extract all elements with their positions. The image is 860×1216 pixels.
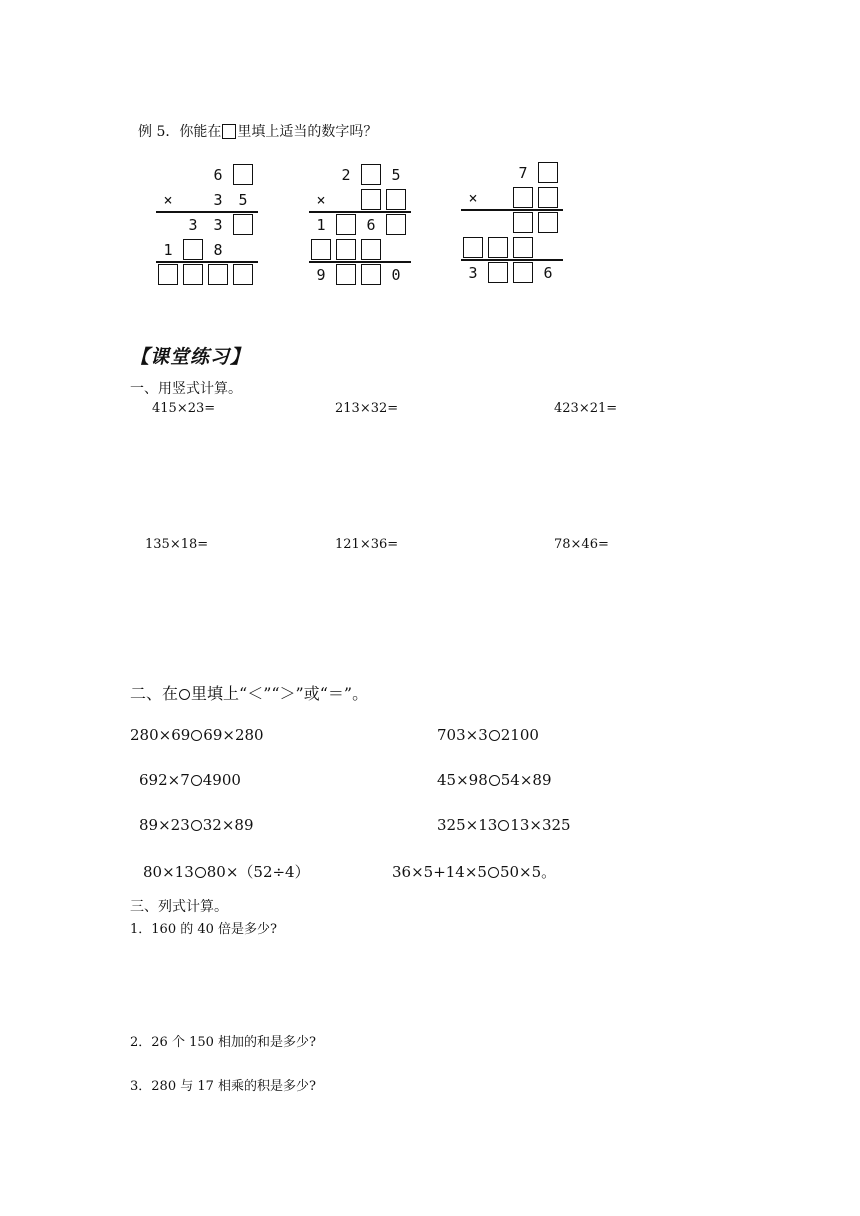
rule-line bbox=[461, 259, 563, 261]
compare-right: 4900 bbox=[202, 771, 241, 789]
compare-left: 325×13 bbox=[437, 816, 498, 834]
compare-item-5 bbox=[139, 816, 254, 834]
compare-left: 703×3 bbox=[437, 726, 488, 744]
question-3: 3．280 与 17 相乘的积是多少? bbox=[130, 1079, 316, 1094]
blank-box[interactable] bbox=[336, 214, 356, 235]
blank-box[interactable] bbox=[361, 239, 381, 260]
compare-left: 692×7 bbox=[139, 771, 190, 789]
circle-icon[interactable] bbox=[191, 730, 202, 741]
practice-heading: 【课堂练习】 bbox=[130, 346, 251, 368]
times-sign: × bbox=[163, 191, 173, 209]
compare-left: 89×23 bbox=[139, 816, 190, 834]
blank-box[interactable] bbox=[513, 187, 533, 208]
blank-box[interactable] bbox=[158, 264, 178, 285]
circle-icon[interactable] bbox=[489, 730, 500, 741]
compare-item-1 bbox=[130, 726, 264, 744]
compare-right: 80×（52÷4） bbox=[206, 863, 310, 881]
digit: 3 bbox=[188, 216, 198, 234]
digit: 6 bbox=[213, 166, 223, 184]
digit: 6 bbox=[366, 216, 376, 234]
problem-4: 135×18= bbox=[145, 537, 209, 552]
section3-title: 三、列式计算。 bbox=[130, 899, 228, 915]
compare-right: 13×325 bbox=[510, 816, 571, 834]
compare-left: 80×13 bbox=[143, 863, 194, 881]
blank-box[interactable] bbox=[538, 212, 558, 233]
example-title bbox=[138, 121, 377, 141]
blank-box[interactable] bbox=[233, 264, 253, 285]
blank-box[interactable] bbox=[233, 164, 253, 185]
digit: 0 bbox=[391, 266, 401, 284]
circle-icon[interactable] bbox=[498, 820, 509, 831]
rule-line bbox=[156, 261, 258, 263]
compare-left: 45×98 bbox=[437, 771, 488, 789]
circle-icon[interactable] bbox=[191, 820, 202, 831]
blank-box[interactable] bbox=[386, 189, 406, 210]
times-sign: × bbox=[316, 191, 326, 209]
problem-3: 423×21= bbox=[554, 401, 618, 416]
blank-box[interactable] bbox=[538, 162, 558, 183]
problem-5: 121×36= bbox=[335, 537, 399, 552]
compare-item-6 bbox=[437, 816, 571, 834]
blank-box[interactable] bbox=[361, 164, 381, 185]
blank-box[interactable] bbox=[463, 237, 483, 258]
circle-icon[interactable] bbox=[488, 867, 499, 878]
puzzle-3 bbox=[463, 162, 573, 302]
rule-line bbox=[309, 261, 411, 263]
compare-left: 280×69 bbox=[130, 726, 191, 744]
problem-2: 213×32= bbox=[335, 401, 399, 416]
compare-item-7 bbox=[143, 861, 310, 882]
blank-box[interactable] bbox=[336, 264, 356, 285]
blank-box[interactable] bbox=[513, 212, 533, 233]
section1-title: 一、用竖式计算。 bbox=[130, 381, 242, 397]
digit: 5 bbox=[238, 191, 248, 209]
puzzle-1 bbox=[158, 164, 268, 304]
times-sign: × bbox=[468, 189, 478, 207]
compare-right: 32×89 bbox=[202, 816, 254, 834]
section2-title bbox=[130, 681, 368, 704]
blank-box[interactable] bbox=[233, 214, 253, 235]
compare-item-3 bbox=[139, 771, 241, 789]
digit: 1 bbox=[163, 241, 173, 259]
blank-box[interactable] bbox=[183, 239, 203, 260]
rule-line bbox=[461, 209, 563, 211]
question-2: 2．26 个 150 相加的和是多少? bbox=[130, 1035, 316, 1050]
blank-box-icon bbox=[222, 124, 236, 139]
digit: 2 bbox=[341, 166, 351, 184]
blank-box[interactable] bbox=[183, 264, 203, 285]
digit: 1 bbox=[316, 216, 326, 234]
digit: 9 bbox=[316, 266, 326, 284]
blank-box[interactable] bbox=[386, 214, 406, 235]
blank-box[interactable] bbox=[488, 262, 508, 283]
digit: 3 bbox=[213, 191, 223, 209]
compare-right: 2100 bbox=[500, 726, 539, 744]
example-prefix: 例 5．你能在 bbox=[138, 124, 222, 140]
circle-icon bbox=[179, 689, 190, 700]
compare-right: 69×280 bbox=[203, 726, 264, 744]
circle-icon[interactable] bbox=[191, 775, 202, 786]
circle-icon[interactable] bbox=[489, 775, 500, 786]
compare-item-4 bbox=[437, 771, 552, 789]
section2-title-suffix: 里填上“＜”“＞”或“＝”。 bbox=[191, 684, 369, 703]
digit: 7 bbox=[518, 164, 528, 182]
rule-line bbox=[309, 211, 411, 213]
puzzle-2 bbox=[311, 164, 421, 304]
blank-box[interactable] bbox=[513, 262, 533, 283]
blank-box[interactable] bbox=[488, 237, 508, 258]
blank-box[interactable] bbox=[538, 187, 558, 208]
blank-box[interactable] bbox=[311, 239, 331, 260]
compare-left: 36×5+14×5 bbox=[392, 863, 487, 881]
digit: 3 bbox=[213, 216, 223, 234]
blank-box[interactable] bbox=[336, 239, 356, 260]
compare-item-2 bbox=[437, 726, 539, 744]
blank-box[interactable] bbox=[513, 237, 533, 258]
blank-box[interactable] bbox=[208, 264, 228, 285]
compare-item-8 bbox=[392, 861, 556, 882]
digit: 8 bbox=[213, 241, 223, 259]
compare-right: 54×89 bbox=[500, 771, 552, 789]
compare-right: 50×5。 bbox=[499, 863, 557, 881]
circle-icon[interactable] bbox=[195, 867, 206, 878]
digit: 6 bbox=[543, 264, 553, 282]
blank-box[interactable] bbox=[361, 189, 381, 210]
problem-6: 78×46= bbox=[554, 537, 609, 552]
digit: 5 bbox=[391, 166, 401, 184]
example-suffix: 里填上适当的数字吗？ bbox=[237, 124, 378, 140]
section2-title-prefix: 二、在 bbox=[130, 684, 179, 703]
rule-line bbox=[156, 211, 258, 213]
digit: 3 bbox=[468, 264, 478, 282]
problem-1: 415×23= bbox=[152, 401, 216, 416]
blank-box[interactable] bbox=[361, 264, 381, 285]
question-1: 1．160 的 40 倍是多少? bbox=[130, 922, 277, 937]
